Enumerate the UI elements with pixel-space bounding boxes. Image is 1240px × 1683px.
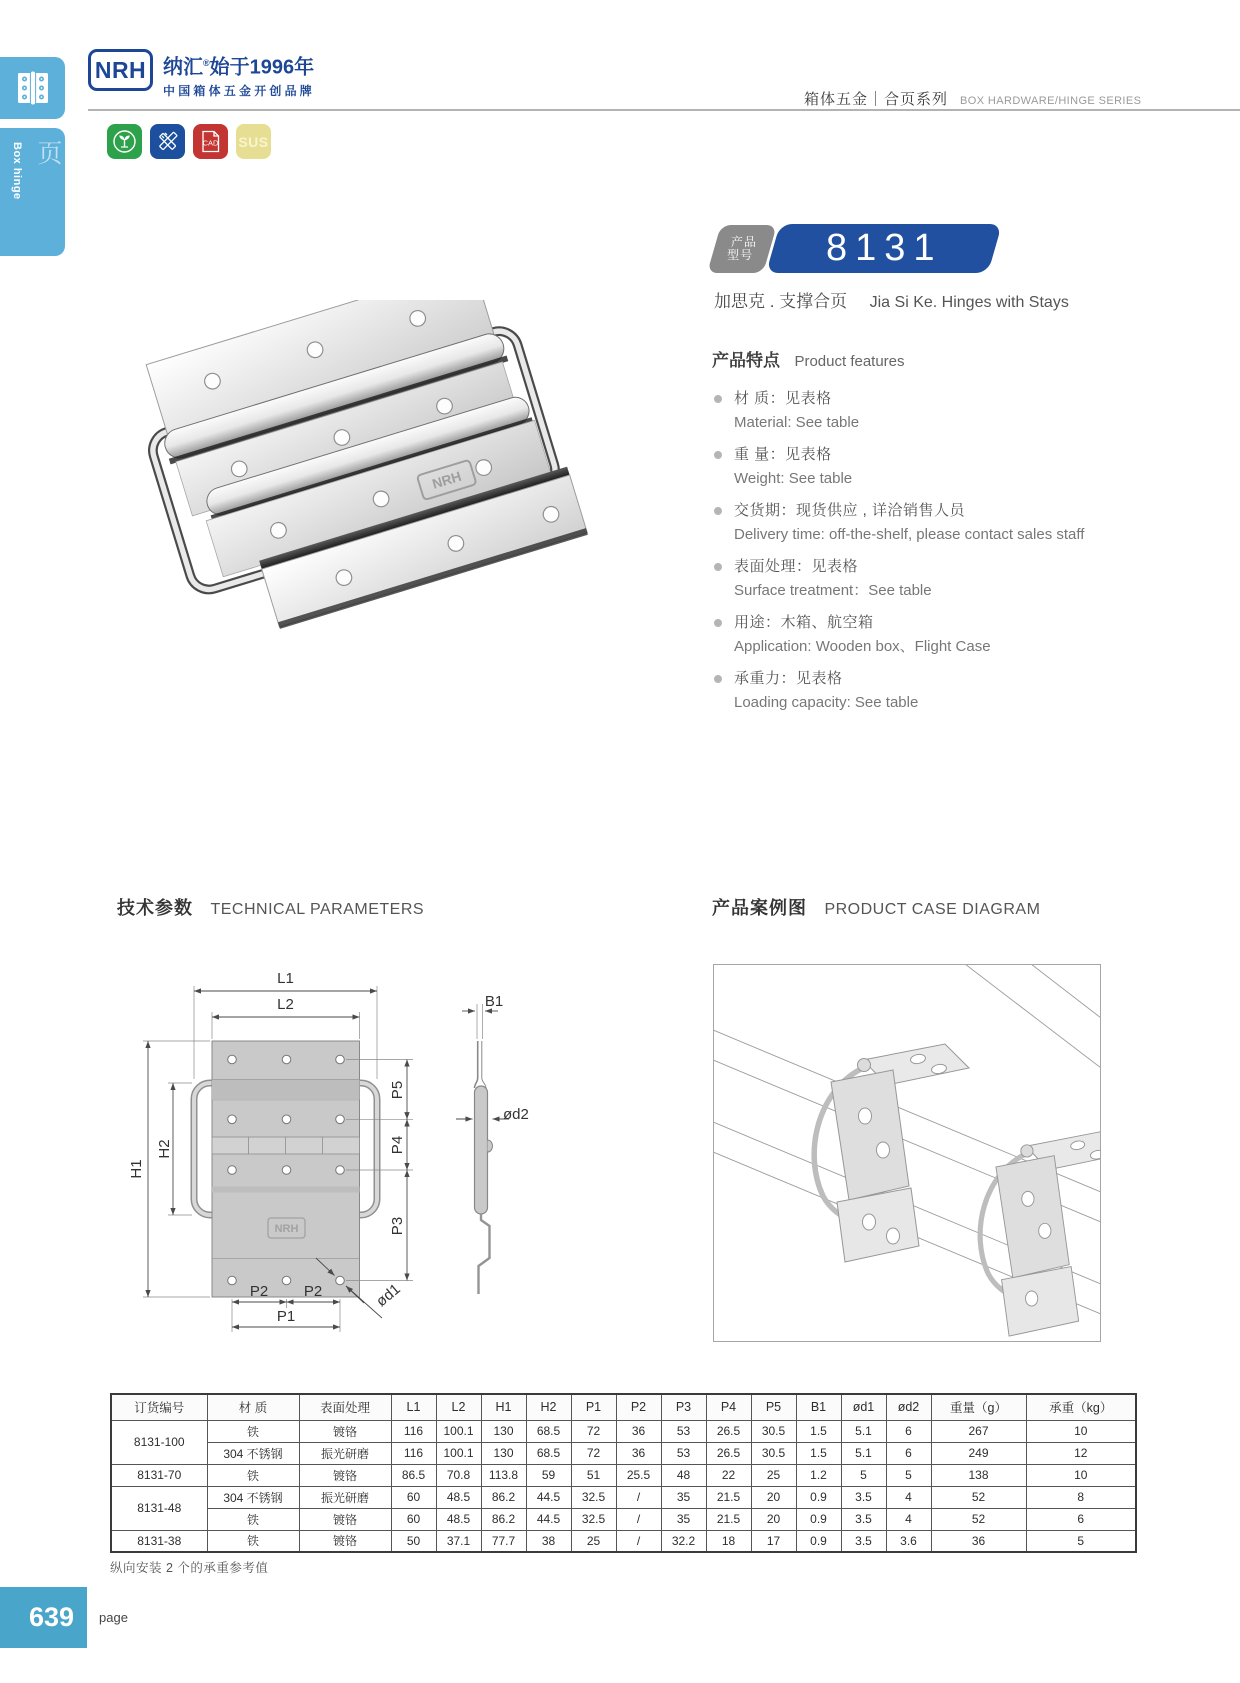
table-cell: 116 — [391, 1442, 436, 1464]
table-cell: 138 — [931, 1464, 1026, 1486]
table-cell: 5.1 — [841, 1420, 886, 1442]
feature-text-en: Delivery time: off-the-shelf, please contact sales staff — [734, 526, 1085, 543]
svg-text:CAD: CAD — [202, 138, 219, 148]
table-cell: / — [616, 1486, 661, 1508]
table-cell: 铁 — [207, 1420, 299, 1442]
column-header: ød1 — [841, 1394, 886, 1420]
table-cell: 4 — [886, 1486, 931, 1508]
table-cell: 铁 — [207, 1508, 299, 1530]
brand-text — [163, 52, 315, 99]
table-cell: 60 — [391, 1486, 436, 1508]
table-cell: 72 — [571, 1420, 616, 1442]
order-code-cell: 8131-100 — [111, 1420, 207, 1464]
spec-table-body — [111, 1420, 1136, 1552]
table-cell: 10 — [1026, 1420, 1136, 1442]
model-number: 8131 — [825, 227, 943, 269]
svg-text:ød2: ød2 — [503, 1106, 529, 1123]
column-header: L2 — [436, 1394, 481, 1420]
feature-item — [712, 555, 1232, 603]
column-header: ød2 — [886, 1394, 931, 1420]
table-cell: 70.8 — [436, 1464, 481, 1486]
table-cell: 37.1 — [436, 1530, 481, 1552]
product-features — [712, 346, 1232, 723]
column-header: P3 — [661, 1394, 706, 1420]
table-cell: 86.2 — [481, 1508, 526, 1530]
table-cell: 53 — [661, 1442, 706, 1464]
svg-text:P2: P2 — [249, 1283, 269, 1300]
table-cell: 镀铬 — [299, 1508, 391, 1530]
feature-item — [712, 611, 1232, 659]
table-cell: 21.5 — [706, 1508, 751, 1530]
table-cell: 25 — [751, 1464, 796, 1486]
table-cell: 振光研磨 — [299, 1442, 391, 1464]
table-cell: 4 — [886, 1508, 931, 1530]
column-header: L1 — [391, 1394, 436, 1420]
table-cell: 6 — [886, 1420, 931, 1442]
table-cell: 35 — [661, 1508, 706, 1530]
column-header: B1 — [796, 1394, 841, 1420]
column-header: 表面处理 — [299, 1394, 391, 1420]
table-cell: 86.5 — [391, 1464, 436, 1486]
table-cell: 113.8 — [481, 1464, 526, 1486]
table-cell: 68.5 — [526, 1420, 571, 1442]
table-cell: 镀铬 — [299, 1420, 391, 1442]
sidebar-label-en: Box hinge — [11, 142, 23, 200]
feature-text-en: Material: See table — [734, 414, 860, 431]
feature-text-cn: 材 质：见表格 — [734, 390, 832, 407]
table-row — [111, 1442, 1136, 1464]
tech-heading-cn: 技术参数 — [117, 898, 193, 918]
feature-item — [712, 499, 1232, 547]
nrh-logo — [88, 49, 153, 91]
table-cell: 0.9 — [796, 1530, 841, 1552]
page-number: 639 — [28, 1602, 74, 1632]
brand-slogan: 纳汇®始于1996年 — [163, 56, 315, 79]
features-list — [712, 387, 1232, 715]
table-cell: 249 — [931, 1442, 1026, 1464]
cert-icon-row — [107, 124, 271, 159]
table-cell: 44.5 — [526, 1508, 571, 1530]
table-row — [111, 1420, 1136, 1442]
table-cell: 0.9 — [796, 1486, 841, 1508]
case-heading-en: PRODUCT CASE DIAGRAM — [824, 901, 1041, 918]
table-cell: 38 — [526, 1530, 571, 1552]
eco-icon — [107, 124, 142, 159]
table-cell: 36 — [616, 1442, 661, 1464]
tech-heading-en: TECHNICAL PARAMETERS — [210, 901, 425, 918]
table-cell: 5 — [886, 1464, 931, 1486]
product-name — [714, 287, 1069, 312]
feature-text-cn: 重 量：见表格 — [734, 446, 832, 463]
svg-text:H2: H2 — [156, 1139, 173, 1159]
bullet-icon — [714, 619, 722, 627]
svg-text:P1: P1 — [276, 1308, 296, 1325]
table-cell: 1.5 — [796, 1442, 841, 1464]
table-cell: 5.1 — [841, 1442, 886, 1464]
table-cell: 130 — [481, 1420, 526, 1442]
model-label-line2: 型号 — [727, 248, 754, 262]
table-cell: 30.5 — [751, 1442, 796, 1464]
svg-text:P3: P3 — [389, 1216, 406, 1236]
table-note: 纵向安装 2 个的承重参考值 — [110, 1561, 269, 1575]
table-cell: 86.2 — [481, 1486, 526, 1508]
nrh-logo-text: NRH — [94, 56, 147, 83]
table-cell: 8 — [1026, 1486, 1136, 1508]
table-cell: 26.5 — [706, 1442, 751, 1464]
svg-text:ød1: ød1 — [372, 1280, 404, 1311]
table-cell: 10 — [1026, 1464, 1136, 1486]
table-row — [111, 1486, 1136, 1508]
column-header: 承重（kg） — [1026, 1394, 1136, 1420]
table-cell: 振光研磨 — [299, 1486, 391, 1508]
table-cell: 51 — [571, 1464, 616, 1486]
table-cell: 镀铬 — [299, 1464, 391, 1486]
feature-text-en: Surface treatment：See table — [734, 582, 932, 599]
table-cell: 3.5 — [841, 1508, 886, 1530]
svg-text:L2: L2 — [277, 996, 294, 1013]
bullet-icon — [714, 507, 722, 515]
feature-item — [712, 443, 1232, 491]
table-cell: 48.5 — [436, 1486, 481, 1508]
table-cell: 68.5 — [526, 1442, 571, 1464]
table-cell: 267 — [931, 1420, 1026, 1442]
table-cell: 32.2 — [661, 1530, 706, 1552]
order-code-cell: 8131-48 — [111, 1486, 207, 1530]
table-cell: 20 — [751, 1508, 796, 1530]
column-header: P4 — [706, 1394, 751, 1420]
feature-text-en: Application: Wooden box、Flight Case — [734, 638, 991, 655]
feature-text-cn: 交货期：现货供应 , 详洽销售人员 — [734, 502, 966, 519]
order-code-cell: 8131-38 — [111, 1530, 207, 1552]
table-cell: 30.5 — [751, 1420, 796, 1442]
table-cell: 32.5 — [571, 1508, 616, 1530]
sus-label: SUS — [238, 133, 269, 150]
table-cell: 36 — [616, 1420, 661, 1442]
bullet-icon — [714, 563, 722, 571]
case-heading-cn: 产品案例图 — [712, 898, 807, 918]
design-tools-icon — [150, 124, 185, 159]
model-number-badge — [766, 224, 1002, 273]
table-cell: 镀铬 — [299, 1530, 391, 1552]
table-cell: 5 — [1026, 1530, 1136, 1552]
column-header: P2 — [616, 1394, 661, 1420]
table-cell: 25 — [571, 1530, 616, 1552]
table-cell: 6 — [1026, 1508, 1136, 1530]
table-cell: 304 不锈钢 — [207, 1442, 299, 1464]
svg-text:L1: L1 — [277, 970, 294, 987]
table-cell: 3.6 — [886, 1530, 931, 1552]
sus-icon — [236, 124, 271, 159]
table-cell: 22 — [706, 1464, 751, 1486]
features-heading-en: Product features — [794, 353, 905, 370]
tech-heading — [117, 894, 424, 920]
svg-text:NRH: NRH — [430, 468, 464, 492]
table-cell: 18 — [706, 1530, 751, 1552]
table-cell: 32.5 — [571, 1486, 616, 1508]
table-cell: 77.7 — [481, 1530, 526, 1552]
table-cell: 100.1 — [436, 1442, 481, 1464]
hinge-icon — [14, 68, 52, 108]
feature-text-cn: 表面处理：见表格 — [734, 558, 859, 575]
series-title — [804, 88, 1141, 109]
table-cell: 铁 — [207, 1464, 299, 1486]
table-cell: 72 — [571, 1442, 616, 1464]
table-row — [111, 1530, 1136, 1552]
column-header: H1 — [481, 1394, 526, 1420]
table-cell: 116 — [391, 1420, 436, 1442]
column-header: 重量（g） — [931, 1394, 1026, 1420]
table-cell: 60 — [391, 1508, 436, 1530]
table-cell: 25.5 — [616, 1464, 661, 1486]
sidebar-label-cn: 箱体合页 — [34, 140, 98, 236]
case-diagram — [713, 964, 1101, 1342]
svg-text:P5: P5 — [389, 1080, 406, 1100]
bullet-icon — [714, 675, 722, 683]
table-cell: 53 — [661, 1420, 706, 1442]
table-cell: 1.5 — [796, 1420, 841, 1442]
table-cell: 130 — [481, 1442, 526, 1464]
table-cell: 6 — [886, 1442, 931, 1464]
bullet-icon — [714, 395, 722, 403]
table-cell: 52 — [931, 1508, 1026, 1530]
svg-text:H1: H1 — [128, 1159, 145, 1179]
features-heading-cn: 产品特点 — [712, 351, 780, 370]
svg-text:P2: P2 — [303, 1283, 323, 1300]
table-cell: 3.5 — [841, 1486, 886, 1508]
column-header: P5 — [751, 1394, 796, 1420]
page-label: page — [99, 1610, 128, 1625]
column-header: P1 — [571, 1394, 616, 1420]
column-header: 材 质 — [207, 1394, 299, 1420]
brand-subtitle: 中国箱体五金开创品牌 — [163, 83, 316, 98]
table-cell: 52 — [931, 1486, 1026, 1508]
feature-text-cn: 用途：木箱、航空箱 — [734, 614, 874, 631]
table-cell: 48.5 — [436, 1508, 481, 1530]
technical-drawing — [100, 940, 660, 1340]
table-cell: 304 不锈钢 — [207, 1486, 299, 1508]
feature-text-en: Weight: See table — [734, 470, 853, 487]
table-cell: / — [616, 1530, 661, 1552]
table-cell: / — [616, 1508, 661, 1530]
header-divider — [88, 109, 1240, 111]
page-number-box — [0, 1587, 87, 1648]
case-heading — [712, 894, 1040, 920]
table-cell: 17 — [751, 1530, 796, 1552]
table-cell: 59 — [526, 1464, 571, 1486]
table-cell: 48 — [661, 1464, 706, 1486]
table-cell: 12 — [1026, 1442, 1136, 1464]
table-cell: 1.2 — [796, 1464, 841, 1486]
table-cell: 20 — [751, 1486, 796, 1508]
series-title-cn: 箱体五金｜合页系列 — [804, 91, 949, 108]
model-label-line1: 产品 — [730, 235, 757, 249]
table-cell: 21.5 — [706, 1486, 751, 1508]
svg-text:P4: P4 — [389, 1135, 406, 1155]
feature-item — [712, 667, 1232, 715]
bullet-icon — [714, 451, 722, 459]
spec-section — [110, 1393, 1135, 1576]
table-row — [111, 1508, 1136, 1530]
feature-item — [712, 387, 1232, 435]
product-name-cn: 加思克 . 支撑合页 — [714, 292, 848, 311]
table-cell: 5 — [841, 1464, 886, 1486]
table-row — [111, 1464, 1136, 1486]
model-label-badge — [707, 225, 777, 273]
table-cell: 35 — [661, 1486, 706, 1508]
table-cell: 26.5 — [706, 1420, 751, 1442]
features-heading — [712, 346, 1232, 371]
column-header: 订货编号 — [111, 1394, 207, 1420]
table-cell: 44.5 — [526, 1486, 571, 1508]
feature-text-en: Loading capacity: See table — [734, 694, 919, 711]
table-cell: 0.9 — [796, 1508, 841, 1530]
series-title-en: BOX HARDWARE/HINGE SERIES — [960, 95, 1142, 107]
table-cell: 100.1 — [436, 1420, 481, 1442]
feature-text-cn: 承重力：见表格 — [734, 670, 843, 687]
table-header-row — [111, 1394, 1136, 1420]
table-cell: 36 — [931, 1530, 1026, 1552]
table-cell: 3.5 — [841, 1530, 886, 1552]
cad-icon — [193, 124, 228, 159]
svg-text:B1: B1 — [484, 993, 504, 1010]
product-photo — [100, 300, 590, 700]
table-cell: 50 — [391, 1530, 436, 1552]
product-name-en: Jia Si Ke. Hinges with Stays — [869, 294, 1069, 311]
column-header: H2 — [526, 1394, 571, 1420]
sidebar-tab-hinge[interactable] — [0, 57, 65, 119]
svg-text:NRH: NRH — [274, 1223, 299, 1235]
table-cell: 铁 — [207, 1530, 299, 1552]
spec-table — [110, 1393, 1137, 1553]
sidebar-tab-box-hinge[interactable] — [0, 128, 98, 256]
order-code-cell: 8131-70 — [111, 1464, 207, 1486]
